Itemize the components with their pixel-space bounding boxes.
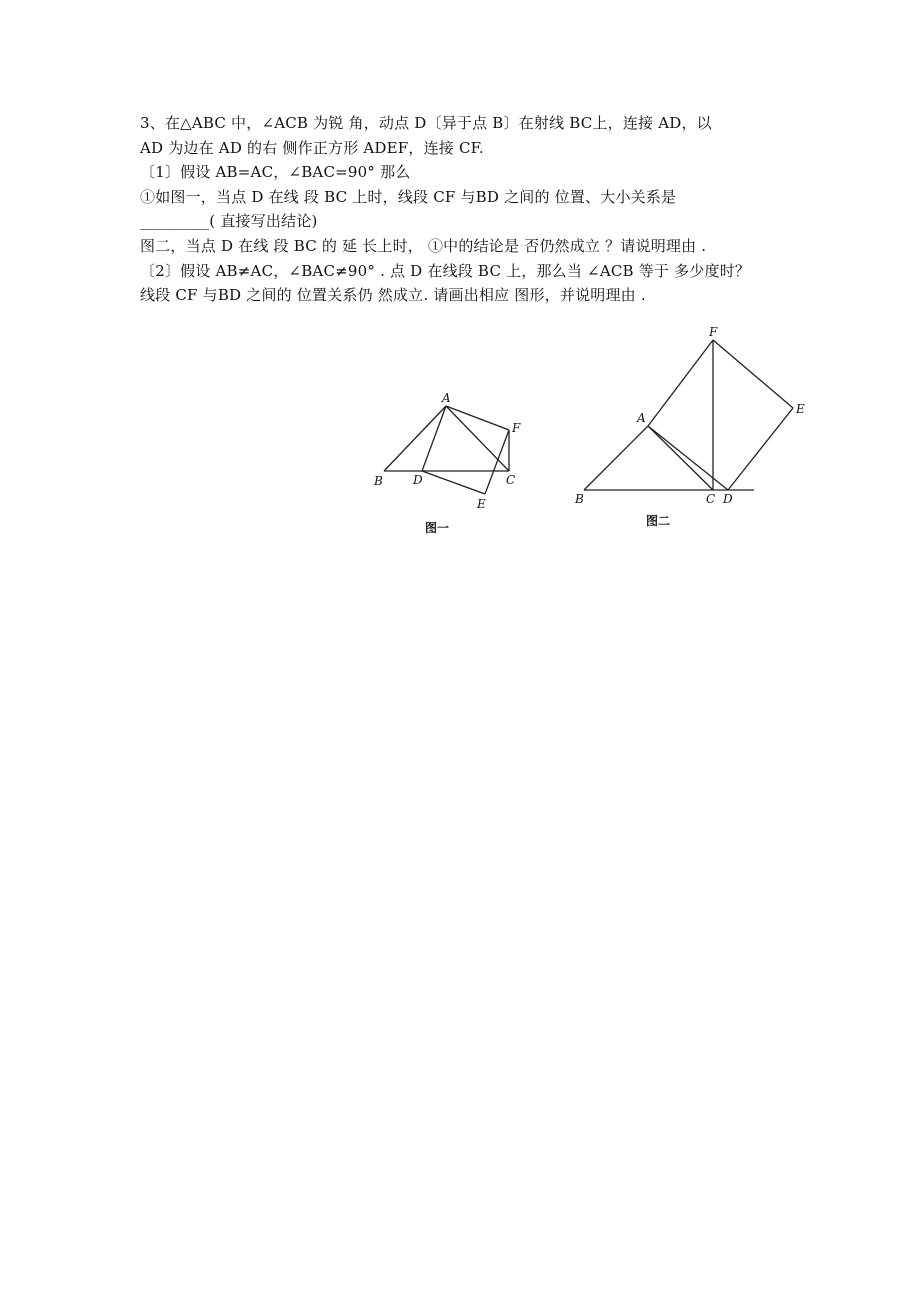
segment-de xyxy=(728,408,793,490)
segment-ad xyxy=(648,426,728,490)
label-a: A xyxy=(637,411,646,425)
segment-af xyxy=(648,340,713,426)
label-e: E xyxy=(796,402,805,416)
segment-fa xyxy=(446,406,509,430)
figure-1-diagram xyxy=(368,386,538,536)
problem-line-1: 3、在△ABC 中，∠ACB 为锐 角，动点 D〔异于点 B〕在射线 BC上，连接 AD，以 xyxy=(140,114,712,132)
segment-ad xyxy=(422,406,446,471)
segment-ab xyxy=(384,406,446,471)
label-b: B xyxy=(374,474,383,488)
figure-2-diagram xyxy=(568,322,818,532)
label-f: F xyxy=(709,325,718,339)
problem-line-6: 图二，当点 D 在线 段 BC 的 延 长上时， ①中的结论是 否仍然成立 ？请说明理由 . xyxy=(140,236,707,255)
label-f: F xyxy=(512,421,521,435)
segment-de xyxy=(422,471,485,494)
segment-ac xyxy=(446,406,509,471)
segment-ac xyxy=(648,426,713,490)
problem-line-4: ①如图一，当点 D 在线 段 BC 上时，线段 CF 与BD 之间的 位置、大小关系是 xyxy=(140,187,677,206)
figure-2 xyxy=(568,322,818,532)
label-c: C xyxy=(506,473,516,487)
figure-2-caption: 图二 xyxy=(646,514,671,528)
segment-ef xyxy=(713,340,793,408)
problem-line-5: _________( 直接写出结论) xyxy=(140,212,318,231)
problem-line-7: 〔2〕假设 AB≠AC，∠BAC≠90° . 点 D 在线段 BC 上，那么当 ∠ACB 等于 多少度时？ xyxy=(140,261,751,280)
label-a: A xyxy=(442,391,451,405)
label-b: B xyxy=(575,492,584,506)
label-d: D xyxy=(723,492,733,506)
problem-line-2: AD 为边在 AD 的右 侧作正方形 ADEF，连接 CF. xyxy=(140,138,484,157)
label-e: E xyxy=(477,497,486,511)
problem-line-3: 〔1〕假设 AB=AC，∠BAC=90° 那么 xyxy=(140,163,411,182)
segment-ab xyxy=(584,426,648,490)
problem-text xyxy=(140,111,820,308)
label-d: D xyxy=(413,473,423,487)
problem-line-8: 线段 CF 与BD 之间的 位置关系仍 然成立. 请画出相应 图形，并说明理由 . xyxy=(140,286,646,305)
figure-1-caption: 图一 xyxy=(425,521,450,535)
figure-1 xyxy=(368,386,538,536)
label-c: C xyxy=(706,492,716,506)
